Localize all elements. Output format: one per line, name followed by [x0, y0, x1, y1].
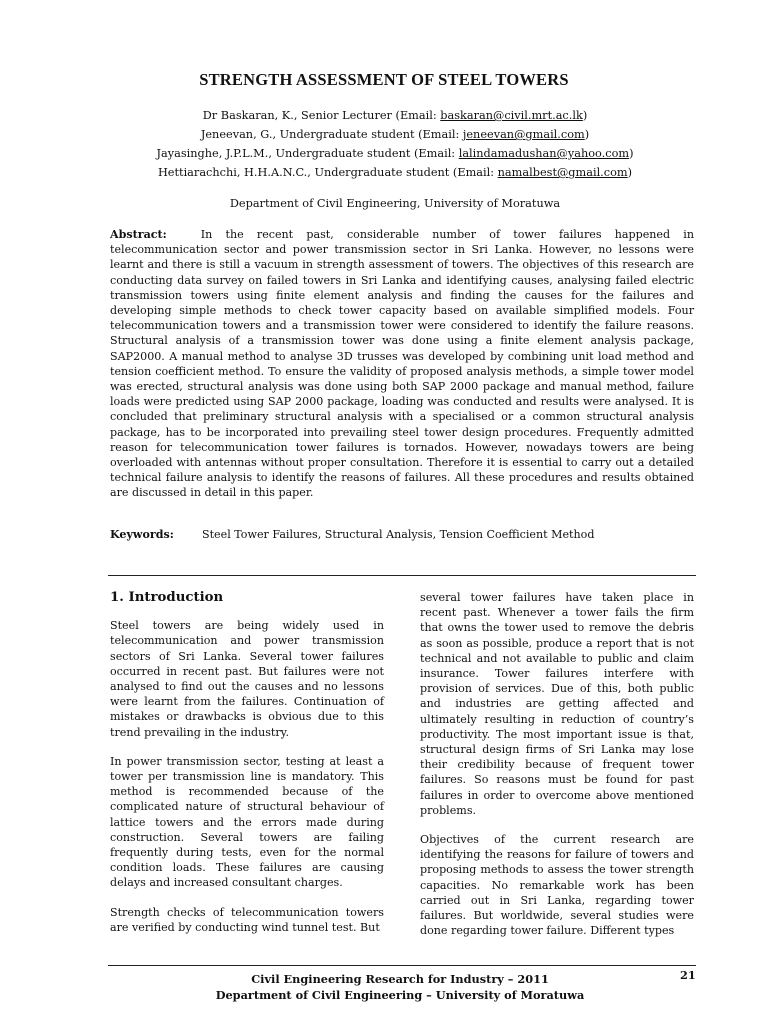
- author-line: Jayasinghe, J.P.L.M., Undergraduate student (Email: lalindamadushan@yahoo.com): [156, 147, 634, 160]
- footer-line-conference: Civil Engineering Research for Industry – 2011: [251, 972, 549, 986]
- paper-title: STRENGTH ASSESSMENT OF STEEL TOWERS: [199, 70, 569, 89]
- abstract-text: In the recent past, considerable number of tower failures happened in telecommunication sector and power transmission sector in Sri Lanka. However, no lessons were learnt and there is still a vacuum in strength assessment of towers. The objectives of this research are conducting data survey on failed towers in Sri Lanka and identifying causes, analysing failed electric transmission towers using finite element analysis and finding the causes for the failures and developing simple methods to check tower capacity based on available simplified models. Four telecommunication towers and a transmission tower were considered to identify the failure reasons. Structural analysis of a transmission tower was done using a finite element analysis package, SAP2000. A manual method to analyse 3D trusses was developed by combining unit load method and tension coefficient method. To ensure the validity of proposed analysis methods, a simple tower model was erected, structural analysis was done using both SAP 2000 package and manual method, failure loads were predicted using SAP 2000 package, loading was conducted and results were analysed. It is concluded that preliminary structural analysis with a specialised or a common structural analysis package, has to be incorporated into prevailing steel tower design procedures. Frequently admitted reason for telecommunication tower failures is tornados. However, nowadays towers are being overloaded with antennas without proper consultation. Therefore it is essential to carry out a detailed technical failure analysis to identify the reasons of failures. All these procedures and results obtained are discussed in detail in this paper.: [110, 228, 694, 500]
- abstract-block: [110, 227, 694, 501]
- author-email-link[interactable]: lalindamadushan@yahoo.com: [458, 147, 630, 160]
- right-column: [420, 590, 694, 952]
- author-list: [0, 106, 768, 182]
- body-paragraph: Strength checks of telecommunication towers are verified by conducting wind tunnel test. But: [110, 905, 384, 934]
- body-paragraph: several tower failures have taken place in recent past. Whenever a tower fails the firm that owns the tower used to remove the debris as soon as possible, produce a report that is not technical and not available to public and claim insurance. Tower failures interfere with provision of services. Due of this, both public and industries are getting affected and ultimately resulting in reduction of country’s productivity. The most important issue is that, structural design firms of Sri Lanka may lose their credibility because of frequent tower failures. So reasons must be found for past failures in order to overcome above mentioned problems.: [420, 591, 694, 817]
- author-email-link[interactable]: namalbest@gmail.com: [497, 166, 628, 179]
- section-divider: [108, 575, 696, 576]
- author-email-link[interactable]: baskaran@civil.mrt.ac.lk: [440, 109, 583, 122]
- author-email-link[interactable]: jeneevan@gmail.com: [462, 128, 585, 141]
- body-paragraph: In power transmission sector, testing at least a tower per transmission line is mandatory. This method is recommended because of the complicated nature of structural behaviour of lattice towers and the errors made during construction. Several towers are failing frequently during tests, even for the normal condition loads. These failures are causing delays and increased consultant charges.: [110, 754, 384, 890]
- keywords-label: Keywords:: [110, 528, 174, 541]
- author-line: Dr Baskaran, K., Senior Lecturer (Email: baskaran@civil.mrt.ac.lk): [202, 109, 588, 122]
- author-line: Hettiarachchi, H.H.A.N.C., Undergraduate student (Email: namalbest@gmail.com): [157, 166, 633, 179]
- abstract-label: Abstract:: [110, 228, 167, 241]
- body-paragraph: Objectives of the current research are identifying the reasons for failure of towers and proposing methods to assess the tower strength capacities. No remarkable work has been carried out in Sri Lanka, regarding tower failures. But worldwide, several studies were done regarding tower failure. Different types: [420, 833, 694, 938]
- section-heading: 1. Introduction: [110, 590, 224, 605]
- page-number: 21: [680, 968, 696, 982]
- author-line: Jeneevan, G., Undergraduate student (Email: jeneevan@gmail.com): [200, 128, 590, 141]
- department-affiliation: Department of Civil Engineering, University of Moratuwa: [229, 197, 561, 210]
- footer-line-department: Department of Civil Engineering – University of Moratuwa: [215, 988, 585, 1002]
- keywords-block: [110, 528, 594, 541]
- body-paragraph: Steel towers are being widely used in telecommunication and power transmission sectors of Sri Lanka. Several tower failures occurred in recent past. But failures were not analysed to find out the causes and no lessons were learnt from the failures. Continuation of mistakes or drawbacks is obvious due to this trend prevailing in the industry.: [110, 619, 384, 739]
- left-column: [110, 590, 384, 949]
- keywords-text: Steel Tower Failures, Structural Analysis, Tension Coefficient Method: [202, 528, 595, 541]
- footer-divider: [108, 965, 696, 966]
